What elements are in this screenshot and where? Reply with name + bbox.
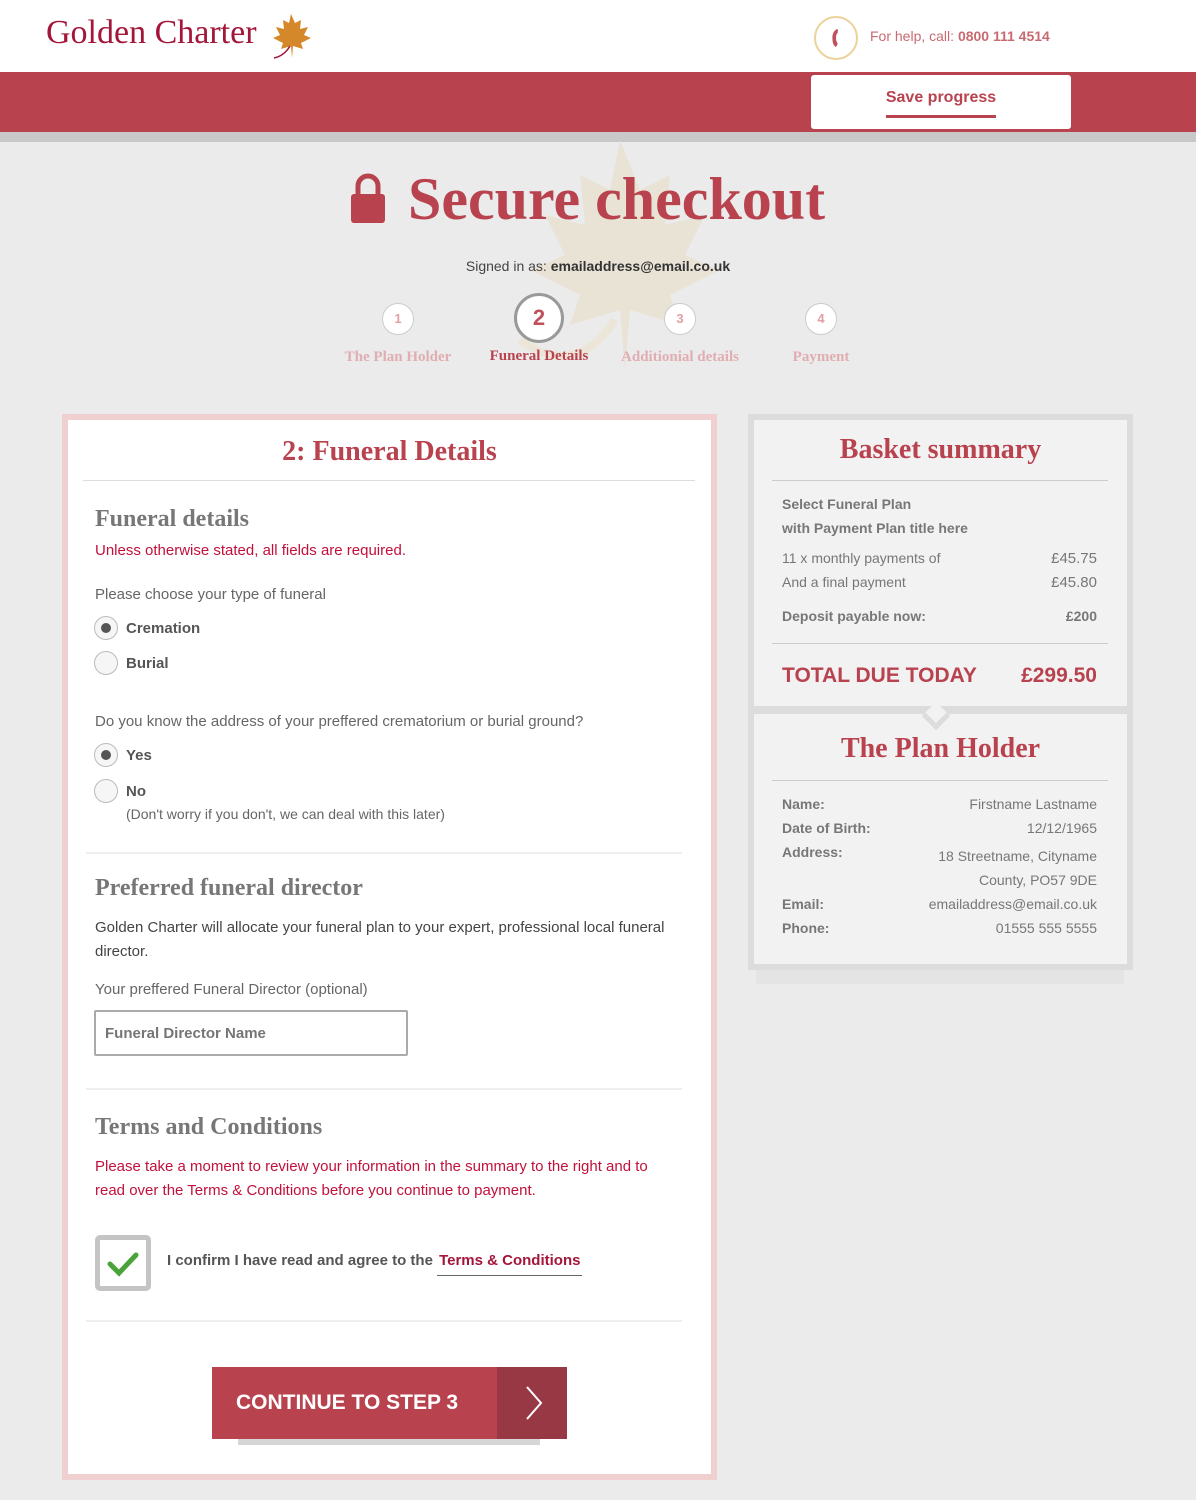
address-line: County, PO57 9DE bbox=[978, 872, 1097, 888]
signed-in-label: Signed in as: bbox=[465, 258, 547, 274]
signed-in-info bbox=[0, 258, 1196, 274]
radio-cremation[interactable] bbox=[94, 616, 200, 640]
radio-button[interactable] bbox=[94, 743, 118, 767]
brand-logo[interactable]: Golden Charter bbox=[46, 14, 257, 51]
funeral-director-input[interactable] bbox=[94, 1010, 408, 1056]
step-number: 1 bbox=[382, 303, 414, 335]
holder-phone-row bbox=[782, 920, 1097, 936]
terms-note: Please take a moment to review your information in the summary to the right and to read over the Terms & Conditions before you continue to payment. bbox=[95, 1158, 648, 1199]
row-value: £45.75 bbox=[1051, 550, 1097, 567]
phone-icon bbox=[814, 16, 858, 60]
step-4[interactable] bbox=[751, 303, 891, 366]
step-2[interactable] bbox=[469, 293, 609, 365]
radio-button[interactable] bbox=[94, 651, 118, 675]
step-1[interactable] bbox=[328, 303, 468, 366]
section-heading: Terms and Conditions bbox=[95, 1114, 323, 1140]
checkmark-icon bbox=[100, 1240, 146, 1286]
director-field-label: Your preffered Funeral Director (optional) bbox=[95, 981, 368, 998]
terms-link[interactable]: Terms & Conditions bbox=[437, 1252, 582, 1276]
radio-no[interactable] bbox=[94, 779, 146, 803]
row-label: 11 x monthly payments of bbox=[782, 550, 941, 566]
divider bbox=[86, 852, 682, 854]
row-label: Name: bbox=[782, 796, 825, 812]
step-number: 3 bbox=[664, 303, 696, 335]
total-label: TOTAL DUE TODAY bbox=[782, 664, 977, 687]
row-value: emailaddress@email.co.uk bbox=[928, 896, 1097, 912]
row-label: Email: bbox=[782, 896, 825, 912]
row-value: £200 bbox=[1065, 608, 1097, 624]
row-label: Date of Birth: bbox=[782, 820, 871, 836]
form-title: 2: Funeral Details bbox=[282, 436, 497, 467]
panel-shadow bbox=[756, 970, 1124, 984]
total-value: £299.50 bbox=[1021, 664, 1097, 687]
divider bbox=[772, 643, 1108, 644]
radio-burial[interactable] bbox=[94, 651, 169, 675]
holder-address-row bbox=[782, 844, 1097, 892]
holder-title: The Plan Holder bbox=[840, 733, 1041, 764]
continue-button[interactable] bbox=[212, 1367, 567, 1439]
funeral-type-label: Please choose your type of funeral bbox=[95, 586, 326, 603]
monthly-row bbox=[782, 550, 1097, 567]
help-line bbox=[870, 28, 1050, 44]
plan-title bbox=[782, 492, 968, 540]
radio-label: Cremation bbox=[126, 619, 201, 637]
step-label: The Plan Holder bbox=[344, 349, 452, 365]
no-hint: (Don't worry if you don't, we can deal with this later) bbox=[126, 806, 445, 822]
help-label: For help, call: bbox=[870, 28, 955, 44]
step-label: Additionial details bbox=[621, 349, 739, 365]
signed-in-email: emailaddress@email.co.uk bbox=[550, 258, 731, 274]
section-heading: Funeral details bbox=[95, 506, 249, 532]
step-label: Payment bbox=[792, 349, 850, 365]
plan-line: Select Funeral Plan bbox=[782, 496, 912, 512]
radio-yes[interactable] bbox=[94, 743, 152, 767]
step-3[interactable] bbox=[610, 303, 750, 366]
chevron-right-icon bbox=[497, 1367, 567, 1439]
radio-button[interactable] bbox=[94, 779, 118, 803]
terms-confirm bbox=[167, 1252, 582, 1269]
total-row bbox=[782, 664, 1097, 688]
continue-label: CONTINUE TO STEP 3 bbox=[236, 1391, 459, 1414]
required-note: Unless otherwise stated, all fields are required. bbox=[95, 542, 406, 559]
row-value: Firstname Lastname bbox=[969, 796, 1097, 812]
save-progress-label: Save progress bbox=[886, 89, 996, 118]
basket-title: Basket summary bbox=[839, 434, 1042, 465]
divider bbox=[83, 480, 695, 481]
row-value: 01555 555 5555 bbox=[995, 920, 1097, 936]
holder-name-row bbox=[782, 796, 1097, 812]
holder-email-row bbox=[782, 896, 1097, 912]
final-row bbox=[782, 574, 1097, 591]
row-label: Phone: bbox=[782, 920, 830, 936]
lock-icon bbox=[350, 172, 386, 224]
divider bbox=[772, 780, 1108, 781]
row-label: And a final payment bbox=[782, 574, 906, 590]
step-number: 2 bbox=[514, 293, 564, 343]
radio-button[interactable] bbox=[94, 616, 118, 640]
director-description: Golden Charter will allocate your funeral plan to your expert, professional local funeral director. bbox=[95, 919, 665, 960]
address-question: Do you know the address of your preffered crematorium or burial ground? bbox=[95, 713, 584, 730]
maple-leaf-icon bbox=[268, 12, 314, 60]
confirm-text: I confirm I have read and agree to the bbox=[167, 1252, 433, 1269]
radio-label: Burial bbox=[126, 654, 169, 672]
plan-line: with Payment Plan title here bbox=[782, 520, 968, 536]
step-label: Funeral Details bbox=[489, 348, 589, 364]
radio-label: Yes bbox=[126, 746, 152, 764]
row-value: £45.80 bbox=[1051, 574, 1097, 591]
section-heading: Preferred funeral director bbox=[95, 875, 363, 901]
help-phone[interactable]: 0800 111 4514 bbox=[957, 28, 1050, 44]
summary-panel bbox=[748, 414, 1133, 970]
button-shadow bbox=[238, 1439, 540, 1445]
divider bbox=[772, 480, 1108, 481]
holder-dob-row bbox=[782, 820, 1097, 836]
step-number: 4 bbox=[805, 303, 837, 335]
row-value: 12/12/1965 bbox=[1026, 820, 1097, 836]
funeral-details-form bbox=[62, 414, 717, 1480]
row-label: Address: bbox=[782, 844, 843, 860]
radio-label: No bbox=[126, 782, 146, 800]
divider bbox=[86, 1320, 682, 1322]
terms-checkbox[interactable] bbox=[95, 1235, 151, 1291]
divider bbox=[86, 1088, 682, 1090]
page-title: Secure checkout bbox=[408, 166, 826, 232]
deposit-row bbox=[782, 608, 1097, 624]
save-progress-button[interactable] bbox=[811, 75, 1071, 129]
row-label: Deposit payable now: bbox=[782, 608, 926, 624]
address-line: 18 Streetname, Cityname bbox=[938, 848, 1097, 864]
